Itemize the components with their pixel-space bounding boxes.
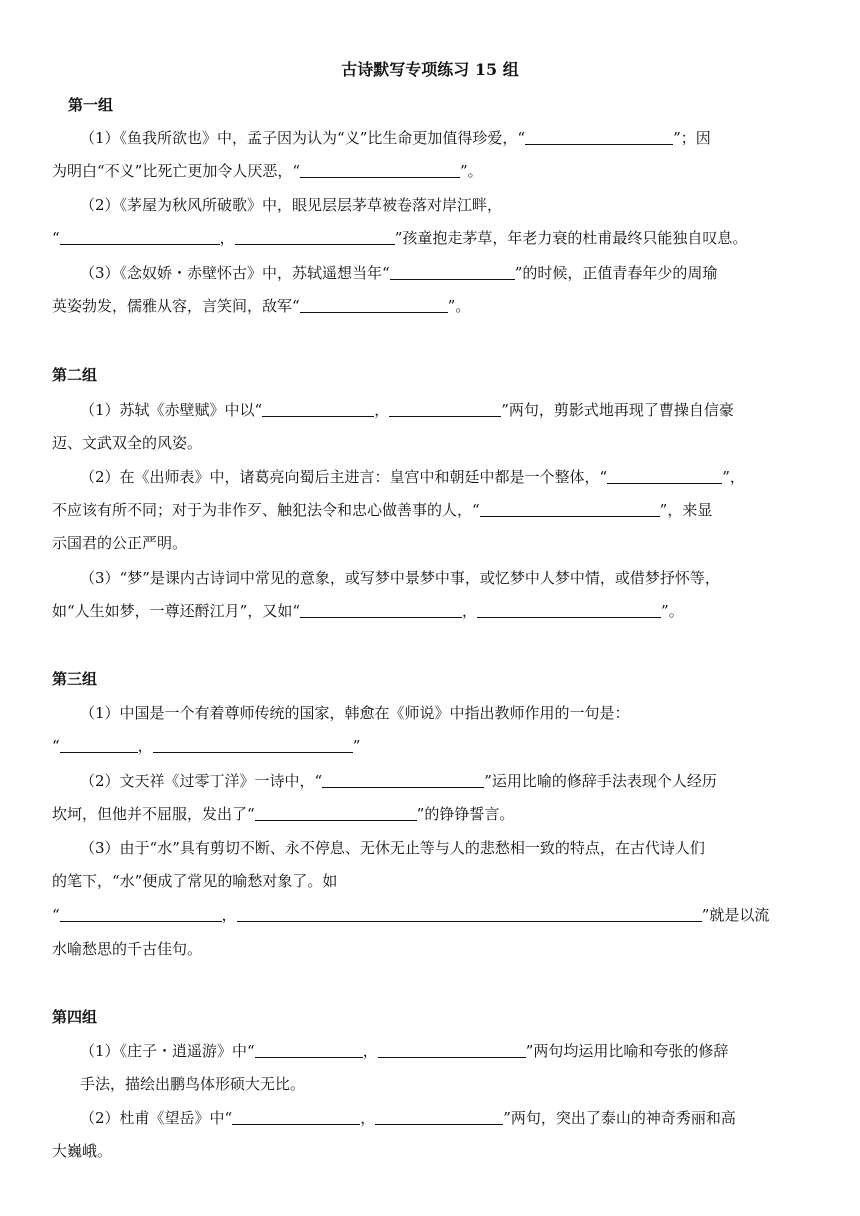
question-text: ”两句，突出了泰山的神奇秀丽和高 [503, 1109, 736, 1127]
answer-blank[interactable] [153, 737, 353, 753]
question-text: 的笔下，“水”便成了常见的喻愁对象了。如 [52, 872, 338, 890]
question-text: ”两句均运用比喻和夸张的修辞 [525, 1042, 729, 1060]
question-line [80, 260, 840, 286]
question-text: ”运用比喻的修辞手法表现个人经历 [484, 772, 717, 790]
group-heading: 第二组 [52, 366, 98, 384]
question-line [52, 733, 812, 759]
question-text: ”的铮铮誓言。 [416, 805, 515, 823]
question-text: （2）在《出师表》中，诸葛亮向蜀后主进言：皇宫中和朝廷中都是一个整体，“ [80, 468, 608, 486]
answer-blank[interactable] [525, 129, 673, 145]
question-text: （1）《鱼我所欲也》中，孟子因为认为“义”比生命更加值得珍爱，“ [80, 129, 526, 147]
question-line [80, 125, 840, 151]
question-line [52, 497, 812, 523]
answer-blank[interactable] [375, 1109, 503, 1125]
question-text: （2）杜甫《望岳》中“ [80, 1109, 233, 1127]
question-text: ”就是以流 [701, 906, 770, 924]
question-line [52, 801, 812, 827]
question-text: ”；因 [673, 129, 711, 147]
question-line [80, 768, 840, 794]
question-line [52, 225, 812, 251]
question-text: 迈、文武双全的风姿。 [52, 434, 203, 452]
question-line [52, 868, 812, 894]
question-line [52, 430, 812, 456]
answer-blank[interactable] [300, 297, 448, 313]
question-text: 为明白“不义”比死亡更加令人厌恶，“ [52, 162, 301, 180]
question-text: 坎坷，但他并不屈服，发出了“ [52, 805, 255, 823]
answer-blank[interactable] [300, 162, 460, 178]
answer-blank[interactable] [60, 737, 138, 753]
question-text: （1）《庄子・逍遥游》中“ [80, 1042, 255, 1060]
question-text: 示国君的公正严明。 [52, 534, 188, 552]
answer-blank[interactable] [480, 501, 660, 517]
question-text: ， [362, 1042, 378, 1060]
answer-blank[interactable] [322, 772, 484, 788]
question-line [80, 192, 840, 218]
question-text: 英姿勃发，儒雅从容，言笑间，敌军“ [52, 297, 300, 315]
question-line [80, 565, 840, 591]
answer-blank[interactable] [262, 401, 374, 417]
question-text: （1）苏轼《赤壁赋》中以“ [80, 401, 263, 419]
question-line [52, 1138, 812, 1164]
question-line [80, 1071, 840, 1097]
question-line [80, 1038, 840, 1064]
question-text: （2）《茅屋为秋风所破歌》中，眼见层层茅草被卷落对岸江畔， [80, 196, 503, 214]
question-line [80, 835, 840, 861]
answer-blank[interactable] [60, 229, 220, 245]
question-text: “ [52, 906, 60, 924]
question-text: （2）文天祥《过零丁洋》一诗中，“ [80, 772, 323, 790]
question-line [52, 293, 812, 319]
answer-blank[interactable] [232, 1109, 360, 1125]
answer-blank[interactable] [237, 906, 702, 922]
question-text: ， [219, 229, 235, 247]
question-text: ， [221, 906, 237, 924]
question-text: （3）《念奴娇・赤壁怀古》中，苏轼遥想当年“ [80, 264, 390, 282]
question-line [80, 397, 840, 423]
answer-blank[interactable] [477, 602, 661, 618]
question-text: （3）由于“水”具有剪切不断、永不停息、无休无止等与人的悲愁相一致的特点，在古代诗人们 [80, 839, 705, 857]
question-text: （3）“梦”是课内古诗词中常见的意象，或写梦中景梦中事，或忆梦中人梦中情，或借梦抒怀等， [80, 569, 720, 587]
question-text: 如“人生如梦，一尊还酹江月”，又如“ [52, 602, 301, 620]
question-text: ， [360, 1109, 376, 1127]
page-title: 古诗默写专项练习 15 组 [341, 60, 519, 79]
answer-blank[interactable] [378, 1042, 526, 1058]
question-line [52, 936, 812, 962]
question-line [52, 902, 812, 928]
question-text: ”， [722, 468, 745, 486]
question-line [52, 598, 812, 624]
group-heading: 第四组 [52, 1008, 98, 1026]
answer-blank[interactable] [60, 906, 222, 922]
answer-blank[interactable] [607, 468, 722, 484]
question-line [80, 1105, 840, 1131]
question-text: ”两句，剪影式地再现了曹操自信豪 [501, 401, 734, 419]
answer-blank[interactable] [300, 602, 462, 618]
question-text: “ [52, 229, 60, 247]
answer-blank[interactable] [255, 1042, 363, 1058]
question-text: 手法，描绘出鹏鸟体形硕大无比。 [80, 1075, 306, 1093]
question-text: ”孩童抱走茅草，年老力衰的杜甫最终只能独自叹息。 [394, 229, 748, 247]
group-heading: 第三组 [52, 670, 98, 688]
question-line [80, 464, 840, 490]
question-text: ”的时候，正值青春年少的周瑜 [514, 264, 718, 282]
answer-blank[interactable] [389, 401, 501, 417]
answer-blank[interactable] [255, 805, 417, 821]
question-text: ， [137, 737, 153, 755]
question-text: ， [374, 401, 390, 419]
answer-blank[interactable] [390, 264, 515, 280]
question-line [80, 700, 840, 726]
question-text: 水喻愁思的千古佳句。 [52, 940, 203, 958]
question-text: ”，来显 [659, 501, 713, 519]
question-text: “ [52, 737, 60, 755]
question-text: ， [462, 602, 478, 620]
question-text: 大巍峨。 [52, 1142, 113, 1160]
question-text: （1）中国是一个有着尊师传统的国家，韩愈在《师说》中指出教师作用的一句是： [80, 704, 630, 722]
question-text: ”。 [460, 162, 483, 180]
question-text: ” [352, 737, 361, 755]
group-heading: 第一组 [68, 96, 114, 114]
question-text: ”。 [447, 297, 471, 315]
question-text: 不应该有所不同；对于为非作歹、触犯法令和忠心做善事的人，“ [52, 501, 480, 519]
question-text: ”。 [661, 602, 684, 620]
question-line [52, 530, 812, 556]
question-line [52, 158, 812, 184]
answer-blank[interactable] [235, 229, 395, 245]
